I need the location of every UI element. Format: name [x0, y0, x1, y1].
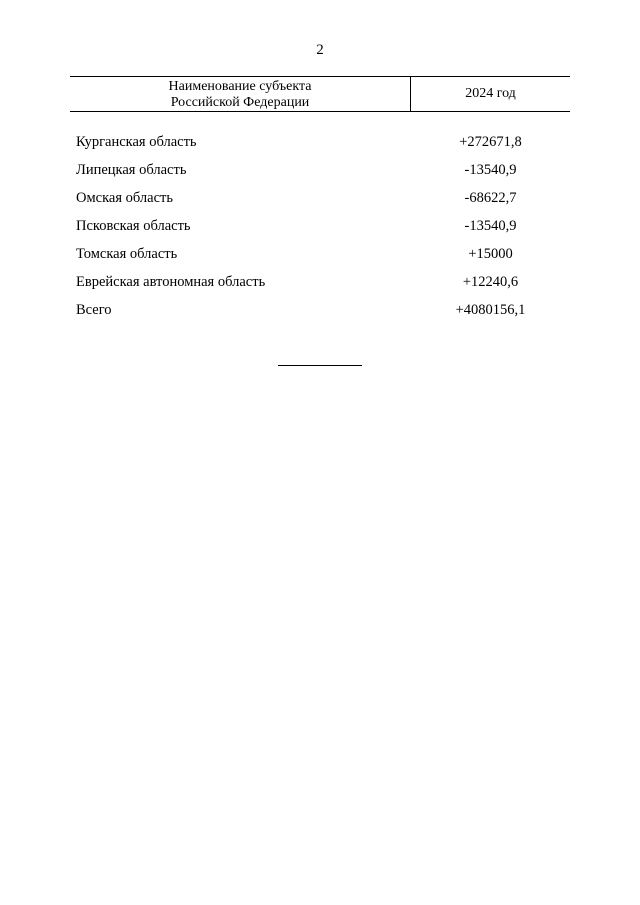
- table-body: [70, 128, 570, 324]
- table-header: [70, 76, 570, 112]
- table-row: [70, 240, 570, 268]
- row-total-value: +4080156,1: [455, 301, 526, 318]
- row-subject-name: Курганская область: [76, 133, 197, 150]
- table-row: [70, 184, 570, 212]
- row-value: -13540,9: [464, 161, 517, 178]
- table-row: [70, 212, 570, 240]
- row-value: +15000: [468, 245, 513, 262]
- table-row: [70, 268, 570, 296]
- header-subject-name-line1: Наименование субъекта: [168, 79, 312, 94]
- row-value: +272671,8: [459, 133, 522, 150]
- row-subject-name: Липецкая область: [76, 161, 187, 178]
- table-row: [70, 156, 570, 184]
- row-subject-name: Еврейская автономная область: [76, 273, 266, 290]
- row-value: -68622,7: [464, 189, 517, 206]
- header-subject-name: [70, 77, 411, 111]
- header-subject-name-line2: Российской Федерации: [170, 95, 310, 110]
- row-subject-name: Псковская область: [76, 217, 191, 234]
- header-year: 2024 год: [465, 86, 516, 101]
- row-value: +12240,6: [462, 273, 519, 290]
- table-row: [70, 128, 570, 156]
- row-value: -13540,9: [464, 217, 517, 234]
- row-subject-name: Омская область: [76, 189, 173, 206]
- allocation-table: [70, 76, 570, 324]
- row-total-label: Всего: [76, 301, 112, 318]
- end-of-document-rule: [278, 365, 362, 366]
- table-row-total: [70, 296, 570, 324]
- page-number: 2: [316, 42, 324, 58]
- row-subject-name: Томская область: [76, 245, 178, 262]
